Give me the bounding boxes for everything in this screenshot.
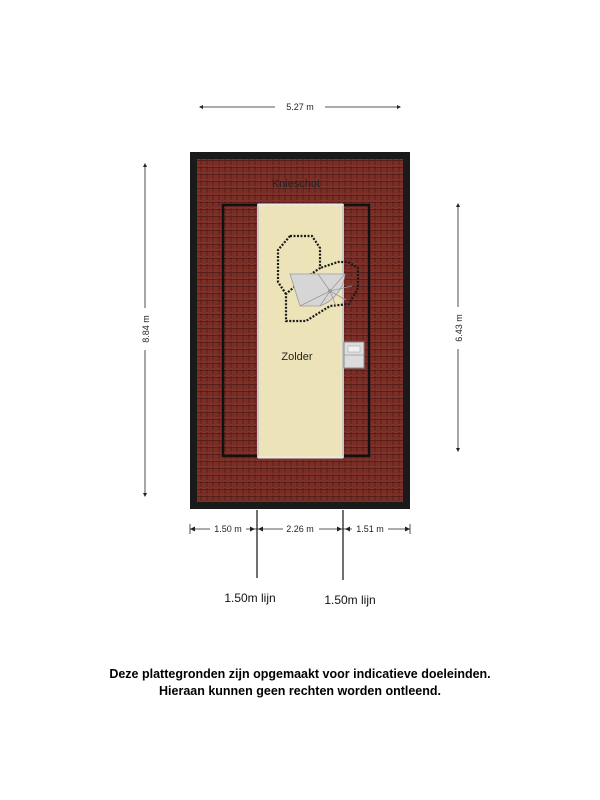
dimension-right	[452, 205, 464, 450]
dimension-right-label: 6.43 m	[454, 314, 464, 342]
knee-wall-label: Knieschot	[271, 178, 321, 190]
disclaimer-line-2: Hieraan kunnen geen rechten worden ontleend.	[159, 684, 441, 698]
dimension-top-label: 5.27 m	[286, 102, 314, 112]
disclaimer-line-1: Deze plattegronden zijn opgemaakt voor indicatieve doeleinden.	[109, 667, 491, 681]
disclaimer	[0, 666, 600, 700]
dimension-top	[201, 101, 399, 113]
height-line-right-label: 1.50m lijn	[324, 593, 376, 607]
dimension-bottom-middle-label: 2.26 m	[286, 524, 314, 534]
roof-hatch	[344, 342, 364, 368]
room-label-zolder: Zolder	[281, 351, 313, 363]
dimension-left	[139, 165, 151, 495]
dimension-bottom	[190, 523, 410, 535]
dimension-bottom-left-label: 1.50 m	[214, 524, 242, 534]
dimension-left-label: 8.84 m	[141, 315, 151, 343]
attic-floor	[258, 204, 343, 458]
dimension-bottom-right-label: 1.51 m	[356, 524, 384, 534]
height-line-left-label: 1.50m lijn	[224, 591, 276, 605]
